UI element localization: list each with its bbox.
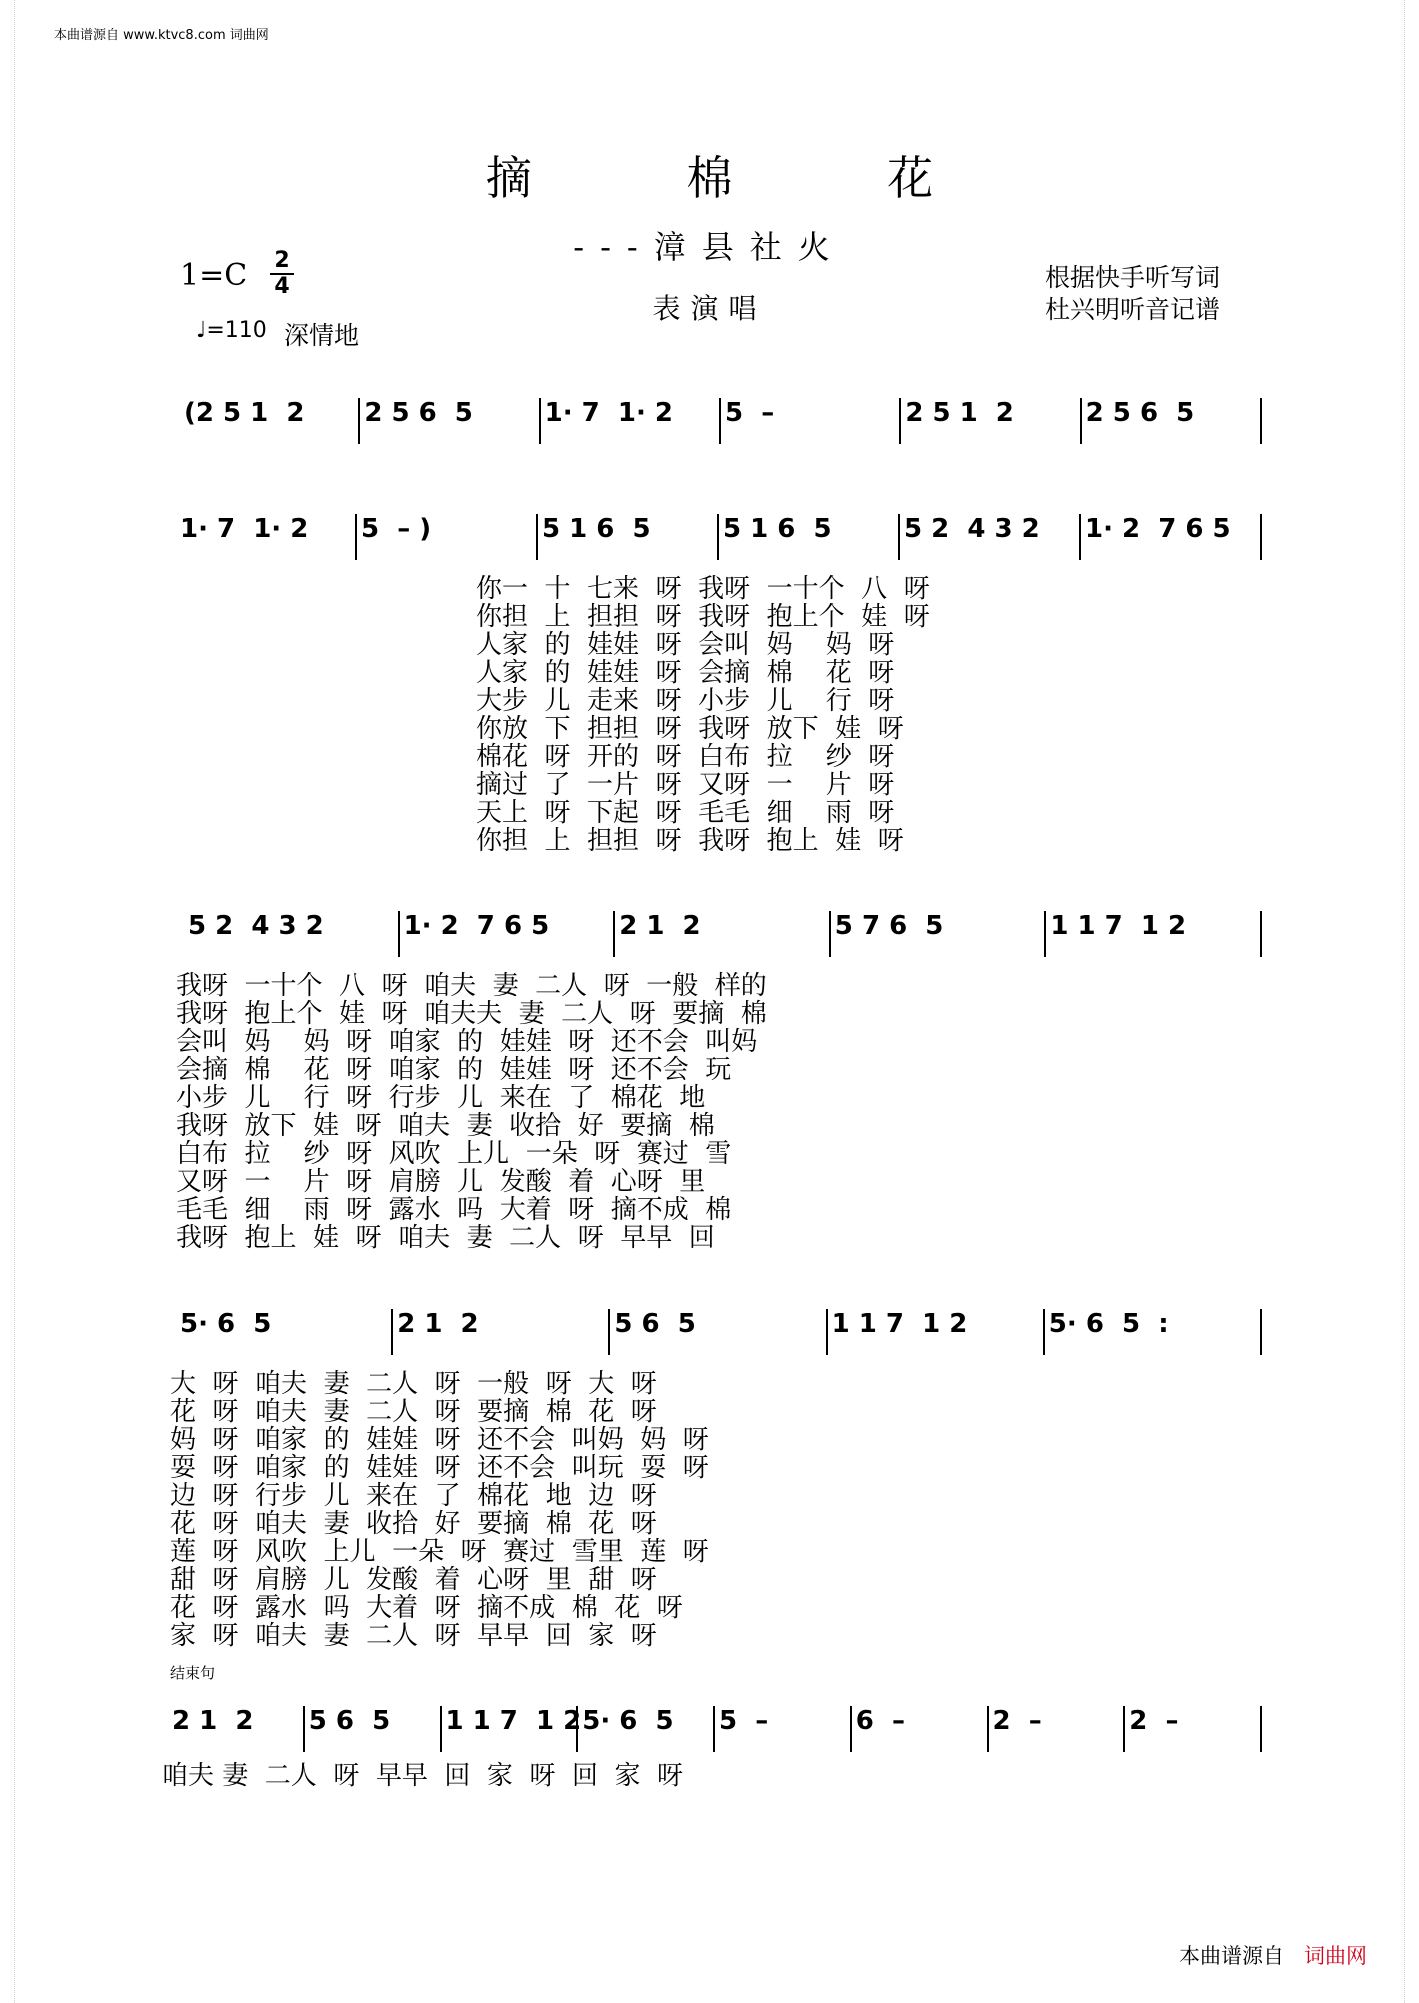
notation-row bbox=[176, 1303, 1262, 1355]
tempo-marking: ♩=110 bbox=[196, 318, 267, 343]
measure: 2 5 1 2 bbox=[901, 398, 1081, 444]
lyric-ending-line: 咱夫 妻 二人 呀 早早 回 家 呀 回 家 呀 bbox=[162, 1761, 684, 1791]
time-denominator: 4 bbox=[274, 274, 290, 299]
measure: 6 – bbox=[852, 1706, 989, 1752]
measure: 5 6 5 bbox=[305, 1706, 442, 1752]
measure: 5· 6 5 bbox=[176, 1309, 393, 1355]
lyric-line: 妈 呀 咱家 的 娃娃 呀 还不会 叫妈 妈 呀 bbox=[170, 1425, 709, 1455]
key-signature: 1=C bbox=[180, 258, 248, 293]
lyric-line: 摘过 了 一片 呀 又呀 一 片 呀 bbox=[476, 770, 895, 800]
credit-lyrics: 根据快手听写词 bbox=[1045, 263, 1221, 292]
expression-marking: 深情地 bbox=[284, 321, 360, 350]
lyric-line: 耍 呀 咱家 的 娃娃 呀 还不会 叫玩 耍 呀 bbox=[170, 1453, 709, 1483]
time-numerator: 2 bbox=[274, 248, 290, 273]
performance-type: 表演唱 bbox=[652, 292, 767, 325]
credits bbox=[1045, 262, 1220, 326]
notation-row bbox=[180, 392, 1262, 444]
measure: 5 7 6 5 bbox=[831, 911, 1047, 957]
footer-site: 词曲网 bbox=[1304, 1944, 1367, 1968]
lyric-line: 花 呀 露水 吗 大着 呀 摘不成 棉 花 呀 bbox=[170, 1593, 683, 1623]
lyric-line: 我呀 抱上个 娃 呀 咱夫夫 妻 二人 呀 要摘 棉 bbox=[176, 999, 767, 1029]
lyric-line: 我呀 放下 娃 呀 咱夫 妻 收拾 好 要摘 棉 bbox=[176, 1111, 715, 1141]
lyric-line: 家 呀 咱夫 妻 二人 呀 早早 回 家 呀 bbox=[170, 1621, 657, 1651]
lyric-line: 大 呀 咱夫 妻 二人 呀 一般 呀 大 呀 bbox=[170, 1369, 657, 1399]
lyric-line: 小步 儿 行 呀 行步 儿 来在 了 棉花 地 bbox=[176, 1083, 706, 1113]
measure: 1· 2 7 6 5 bbox=[400, 911, 616, 957]
lyric-line: 我呀 一十个 八 呀 咱夫 妻 二人 呀 一般 样的 bbox=[176, 971, 767, 1001]
lyric-line: 会摘 棉 花 呀 咱家 的 娃娃 呀 还不会 玩 bbox=[176, 1055, 732, 1085]
lyric-line: 大步 儿 走来 呀 小步 儿 行 呀 bbox=[476, 686, 895, 716]
measure: 2 1 2 bbox=[615, 911, 831, 957]
measure: 2 1 2 bbox=[168, 1706, 305, 1752]
lyric-line: 你一 十 七来 呀 我呀 一十个 八 呀 bbox=[476, 574, 930, 604]
measure: 2 1 2 bbox=[393, 1309, 610, 1355]
lyric-line: 你担 上 担担 呀 我呀 抱上 娃 呀 bbox=[476, 826, 904, 856]
measure: 1 1 7 1 2 bbox=[1046, 911, 1262, 957]
measure: 5· 6 5 : bbox=[1045, 1309, 1262, 1355]
measure: 5 2 4 3 2 bbox=[900, 514, 1081, 560]
lyric-line: 天上 呀 下起 呀 毛毛 细 雨 呀 bbox=[476, 798, 895, 828]
measure: 1 1 7 1 2 bbox=[828, 1309, 1045, 1355]
lyric-line: 棉花 呀 开的 呀 白布 拉 纱 呀 bbox=[476, 742, 895, 772]
lyric-line: 莲 呀 风吹 上儿 一朵 呀 赛过 雪里 莲 呀 bbox=[170, 1537, 709, 1567]
lyric-line: 我呀 抱上 娃 呀 咱夫 妻 二人 呀 早早 回 bbox=[176, 1223, 715, 1253]
measure: 2 5 6 5 bbox=[1082, 398, 1262, 444]
measure: 5 6 5 bbox=[610, 1309, 827, 1355]
lyric-line: 人家 的 娃娃 呀 会摘 棉 花 呀 bbox=[476, 658, 895, 688]
measure: 5 2 4 3 2 bbox=[184, 911, 400, 957]
measure: (2 5 1 2 bbox=[180, 398, 360, 444]
notation-row bbox=[176, 508, 1262, 560]
measure: 1· 7 1· 2 bbox=[541, 398, 721, 444]
footer-source: 本曲谱源自 bbox=[1179, 1944, 1284, 1968]
ending-label: 结束句 bbox=[170, 1664, 216, 1682]
measure: 5 – bbox=[715, 1706, 852, 1752]
lyric-line: 花 呀 咱夫 妻 收拾 好 要摘 棉 花 呀 bbox=[170, 1509, 657, 1539]
lyric-line: 花 呀 咱夫 妻 二人 呀 要摘 棉 花 呀 bbox=[170, 1397, 657, 1427]
credit-notation: 杜兴明听音记谱 bbox=[1045, 295, 1221, 324]
lyric-line: 甜 呀 肩膀 儿 发酸 着 心呀 里 甜 呀 bbox=[170, 1565, 657, 1595]
measure: 1· 2 7 6 5 bbox=[1081, 514, 1262, 560]
lyric-line: 白布 拉 纱 呀 风吹 上儿 一朵 呀 赛过 雪 bbox=[176, 1139, 732, 1169]
measure: 5 1 6 5 bbox=[538, 514, 719, 560]
measure: 1 1 7 1 2 bbox=[442, 1706, 579, 1752]
lyric-line: 会叫 妈 妈 呀 咱家 的 娃娃 呀 还不会 叫妈 bbox=[176, 1027, 758, 1057]
song-subtitle: ---漳县社火 bbox=[573, 228, 846, 266]
lyric-line: 你担 上 担担 呀 我呀 抱上个 娃 呀 bbox=[476, 602, 930, 632]
lyric-line: 你放 下 担担 呀 我呀 放下 娃 呀 bbox=[476, 714, 904, 744]
lyric-line: 人家 的 娃娃 呀 会叫 妈 妈 呀 bbox=[476, 630, 895, 660]
measure: 5 – bbox=[721, 398, 901, 444]
header-source-label: 本曲谱源自 www.ktvc8.com 词曲网 bbox=[54, 28, 269, 43]
notation-row bbox=[184, 905, 1262, 957]
measure: 2 5 6 5 bbox=[360, 398, 540, 444]
song-title: 摘 棉 花 bbox=[485, 151, 1004, 205]
lyric-line: 又呀 一 片 呀 肩膀 儿 发酸 着 心呀 里 bbox=[176, 1167, 706, 1197]
footer bbox=[1179, 1940, 1367, 1970]
measure: 1· 7 1· 2 bbox=[176, 514, 357, 560]
lyric-line: 毛毛 细 雨 呀 露水 吗 大着 呀 摘不成 棉 bbox=[176, 1195, 732, 1225]
notation-row bbox=[168, 1700, 1262, 1752]
measure: 5· 6 5 bbox=[578, 1706, 715, 1752]
measure: 5 1 6 5 bbox=[719, 514, 900, 560]
measure: 2 – bbox=[989, 1706, 1126, 1752]
time-signature bbox=[270, 250, 294, 298]
lyric-line: 边 呀 行步 儿 来在 了 棉花 地 边 呀 bbox=[170, 1481, 657, 1511]
measure: 5 – ) bbox=[357, 514, 538, 560]
measure: 2 – bbox=[1125, 1706, 1262, 1752]
